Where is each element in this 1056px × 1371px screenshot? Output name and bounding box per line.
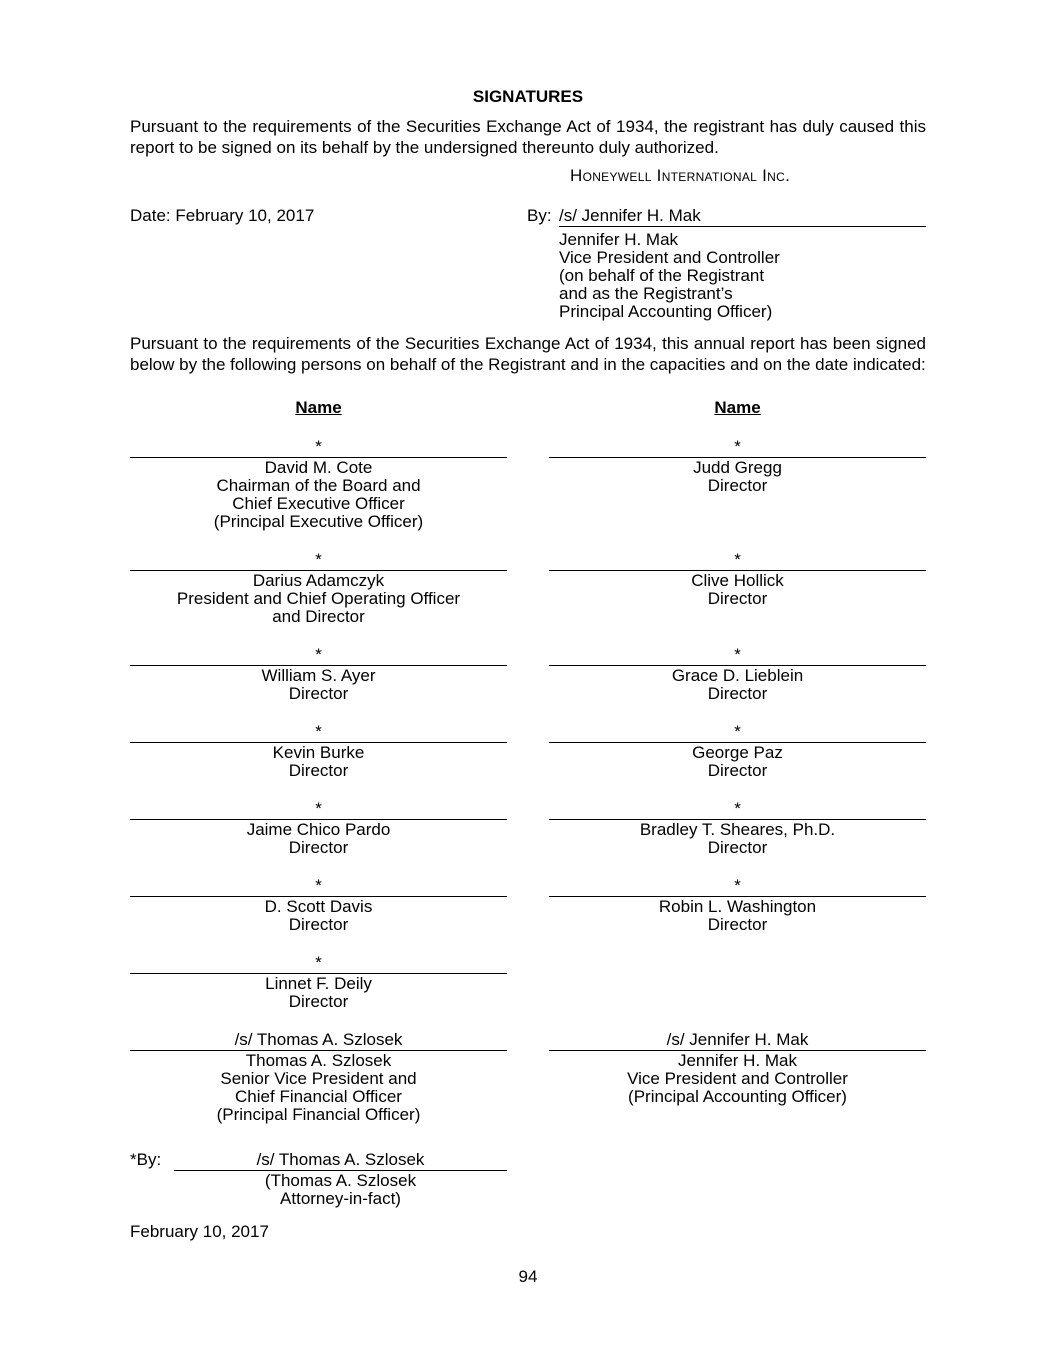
signature-mark: * bbox=[549, 875, 926, 897]
signatory-entry bbox=[130, 436, 507, 531]
attorney-line: (Thomas A. Szlosek bbox=[264, 1171, 417, 1190]
signer-line: and as the Registrant’s bbox=[559, 284, 733, 303]
signature-mark: * bbox=[549, 436, 926, 458]
attorney-by-label: *By: bbox=[130, 1150, 162, 1169]
signatory-name: David M. Cote bbox=[264, 458, 373, 477]
signature-mark: * bbox=[549, 644, 926, 666]
signatory-title: Director bbox=[707, 915, 768, 934]
signatory-title: Director bbox=[288, 761, 349, 780]
signatory-title: Director bbox=[288, 915, 349, 934]
signatory-entry bbox=[549, 549, 926, 608]
signatory-title: Director bbox=[707, 684, 768, 703]
registrant-signer-block bbox=[559, 231, 780, 321]
attorney-signature: /s/ Thomas A. Szlosek bbox=[256, 1150, 425, 1169]
signature-mark: * bbox=[549, 721, 926, 743]
signatory-name: Jennifer H. Mak bbox=[677, 1051, 798, 1070]
signatory-name: Linnet F. Deily bbox=[265, 974, 372, 993]
signatory-title: Director bbox=[707, 476, 768, 495]
registrant-signature-line bbox=[559, 206, 926, 227]
signatory-name: Grace D. Lieblein bbox=[671, 666, 804, 685]
company-name: Honeywell International Inc. bbox=[570, 166, 791, 185]
signatory-name: Thomas A. Szlosek bbox=[245, 1051, 392, 1070]
page-heading: SIGNATURES bbox=[472, 87, 584, 106]
signatory-name: Robin L. Washington bbox=[658, 897, 817, 916]
signatory-title: (Principal Accounting Officer) bbox=[628, 1087, 847, 1106]
signature-mark: * bbox=[130, 644, 507, 666]
signatory-name: Jaime Chico Pardo bbox=[246, 820, 391, 839]
signatory-name: George Paz bbox=[692, 743, 783, 762]
signatory-entry bbox=[549, 721, 926, 780]
signatory-entry bbox=[130, 1029, 507, 1124]
right-column-header: Name bbox=[714, 398, 761, 417]
signatory-entry bbox=[130, 952, 507, 1011]
attorney-details bbox=[174, 1172, 507, 1208]
signatory-entry bbox=[549, 1029, 926, 1106]
signatory-entry bbox=[130, 721, 507, 780]
registrant-signature: /s/ Jennifer H. Mak bbox=[559, 206, 701, 225]
signatory-name: D. Scott Davis bbox=[264, 897, 373, 916]
signatory-name: Darius Adamczyk bbox=[252, 571, 385, 590]
left-column-header: Name bbox=[295, 398, 342, 417]
intro-paragraph: Pursuant to the requirements of the Securities Exchange Act of 1934, the registrant has duly caused this report to be signed on its behalf by the undersigned thereunto duly authorized. bbox=[130, 117, 926, 157]
signatory-entry bbox=[549, 798, 926, 857]
signer-line: (on behalf of the Registrant bbox=[559, 266, 765, 285]
by-label: By: bbox=[527, 206, 552, 225]
signatory-title: Director bbox=[288, 684, 349, 703]
signatory-title: Chief Executive Officer bbox=[232, 494, 405, 513]
signatory-title: Director bbox=[288, 838, 349, 857]
signature-mark: * bbox=[130, 436, 507, 458]
signatory-entry bbox=[130, 644, 507, 703]
signatory-name: Judd Gregg bbox=[693, 458, 782, 477]
signature-mark: * bbox=[549, 798, 926, 820]
signatory-title: Chairman of the Board and bbox=[216, 476, 421, 495]
signatory-entry bbox=[130, 798, 507, 857]
attorney-signature-line bbox=[174, 1150, 507, 1171]
signatory-title: President and Chief Operating Officer bbox=[176, 589, 461, 608]
page-number: 94 bbox=[518, 1267, 538, 1286]
signature-date: Date: February 10, 2017 bbox=[130, 206, 315, 225]
second-paragraph: Pursuant to the requirements of the Securities Exchange Act of 1934, this annual report has been signed below by the following persons on behalf of the Registrant and in the capacities and on the date indicated: bbox=[130, 334, 926, 374]
signatory-title: (Principal Financial Officer) bbox=[216, 1105, 421, 1124]
signatory-title: Director bbox=[707, 761, 768, 780]
signature-mark: * bbox=[130, 798, 507, 820]
signature-mark: /s/ Thomas A. Szlosek bbox=[130, 1029, 507, 1051]
signatory-entry bbox=[549, 436, 926, 495]
signatory-name: Kevin Burke bbox=[272, 743, 365, 762]
signatory-entry bbox=[549, 644, 926, 703]
signatory-entry bbox=[549, 875, 926, 934]
signatory-title: Director bbox=[707, 589, 768, 608]
signer-line: Principal Accounting Officer) bbox=[559, 302, 773, 321]
signatory-entry bbox=[130, 549, 507, 626]
closing-date: February 10, 2017 bbox=[130, 1222, 269, 1241]
signatory-title: Director bbox=[707, 838, 768, 857]
signatory-title: Director bbox=[288, 992, 349, 1011]
signatory-name: Clive Hollick bbox=[691, 571, 784, 590]
signatory-title: Senior Vice President and bbox=[220, 1069, 417, 1088]
signature-mark: * bbox=[130, 952, 507, 974]
signer-line: Vice President and Controller bbox=[559, 248, 780, 267]
signatory-name: Bradley T. Sheares, Ph.D. bbox=[639, 820, 836, 839]
signature-mark: * bbox=[130, 549, 507, 571]
signature-mark: * bbox=[130, 875, 507, 897]
signatory-title: Chief Financial Officer bbox=[235, 1087, 402, 1106]
signatory-title: Vice President and Controller bbox=[627, 1069, 848, 1088]
signatory-name: William S. Ayer bbox=[261, 666, 376, 685]
signatory-title: (Principal Executive Officer) bbox=[213, 512, 424, 531]
signer-line: Jennifer H. Mak bbox=[559, 230, 679, 249]
signatory-entry bbox=[130, 875, 507, 934]
signatory-title: and Director bbox=[272, 607, 365, 626]
signature-mark: /s/ Jennifer H. Mak bbox=[549, 1029, 926, 1051]
signature-mark: * bbox=[130, 721, 507, 743]
signature-mark: * bbox=[549, 549, 926, 571]
attorney-line: Attorney-in-fact) bbox=[280, 1189, 401, 1208]
